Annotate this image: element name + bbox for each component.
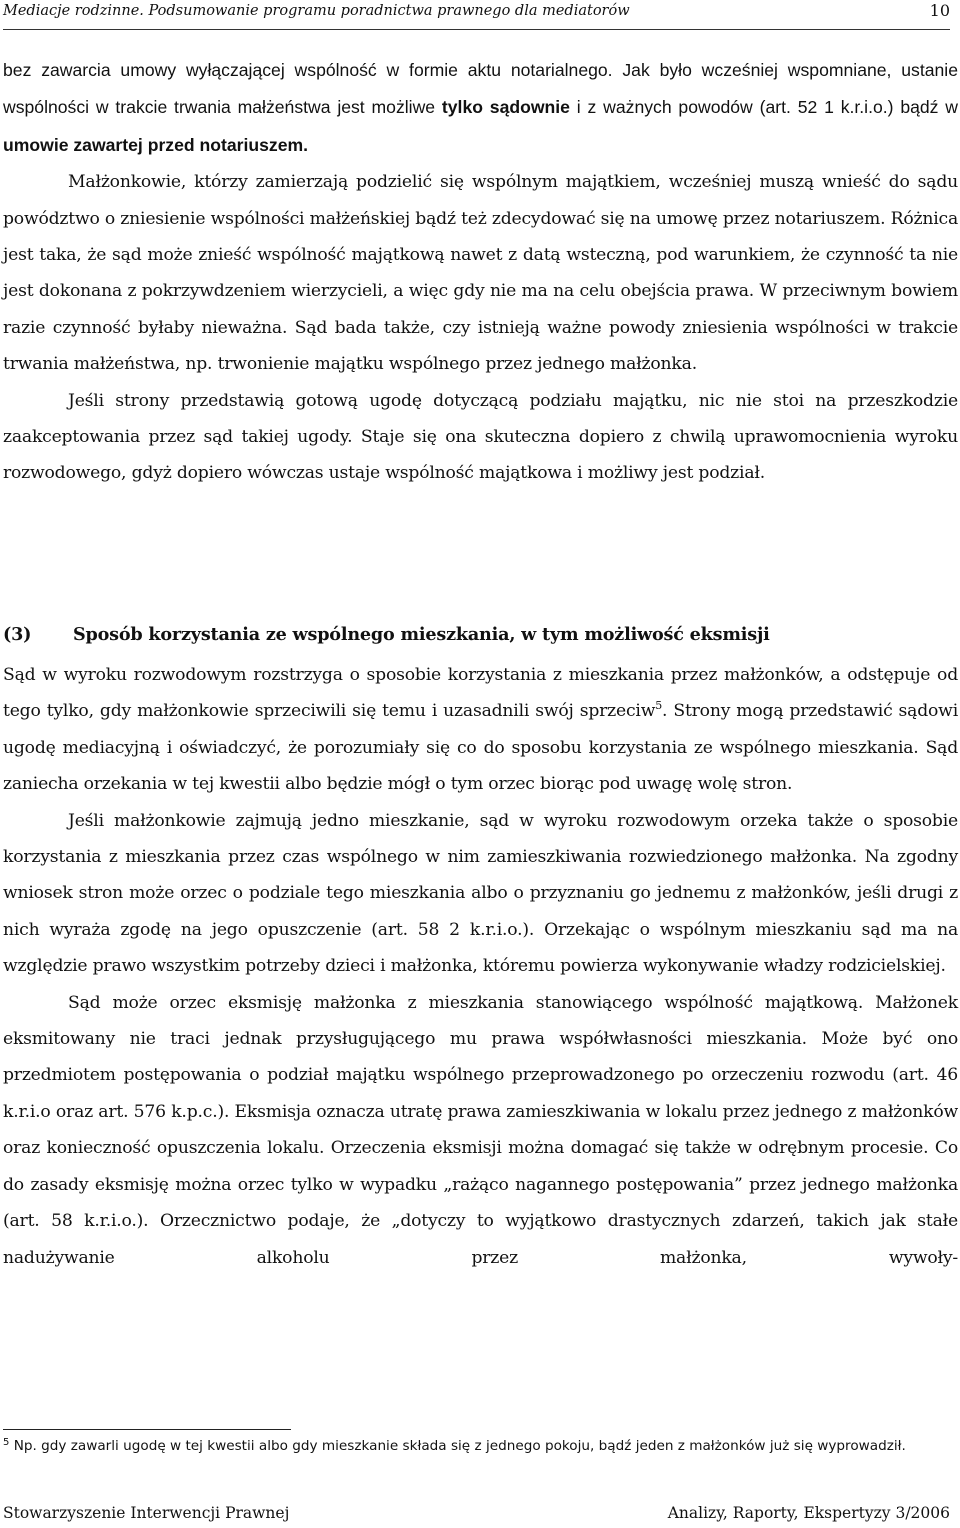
body-text-top [3, 52, 958, 492]
running-footer [3, 1500, 950, 1526]
paragraph-1 [3, 52, 958, 164]
paragraph-1-part-a: bez zawarcia umowy wyłączającej wspólność w formie aktu notarialnego. Jak było wcześniej wspomniane, ustanie wspólności w trakcie trwania małżeństwa jest możliwe [3, 60, 958, 118]
paragraph-1-emphasis-1: tylko sądownie [441, 97, 570, 118]
paragraph-4 [3, 657, 958, 803]
paragraph-1-part-c: i z ważnych powodów (art. 52 1 k.r.i.o.) bądź w [569, 97, 959, 118]
footnote-rule [3, 1429, 291, 1430]
footnote-text: Np. gdy zawarli ugodę w tej kwestii albo gdy mieszkanie składa się z jednego pokoju, bądź jeden z małżonków już się wyprowadził. [9, 1438, 906, 1454]
paragraph-4-part-b: . Strony mogą przedstawić sądowi ugodę mediacyjną i oświadczyć, że porozumiały się co do sposobu korzystania ze wspólnego mieszkania. Sąd zaniecha orzekania w tej kwestii albo będzie mógł o tym orzec biorąc pod uwagę wolę stron. [3, 701, 958, 795]
paragraph-2: Małżonkowie, którzy zamierzają podzielić się wspólnym majątkiem, wcześniej muszą wnieść do sądu powództwo o zniesienie wspólności małżeńskiej bądź też zdecydować się na umowę przez notariuszem. Różnica jest taka, że sąd może znieść wspólność majątkową nawet z datą wsteczną, pod warunkiem, że czynność ta nie jest dokonana z pokrzywdzeniem wierzycieli, a więc gdy nie ma na celu obejścia prawa. W przeciwnym bowiem razie czynność byłaby nieważna. Sąd bada także, czy istnieją ważne powody zniesienia wspólności w trakcie trwania małżeństwa, np. trwonienie majątku wspólnego przez jednego małżonka. [3, 172, 959, 375]
footer-organization: Stowarzyszenie Interwencji Prawnej [3, 1504, 290, 1522]
paragraph-6: Sąd może orzec eksmisję małżonka z mieszkania stanowiącego wspólność majątkową. Małżonek eksmitowany nie traci jednak przysługującego mu prawa współwłasności mieszkania. Może być ono przedmiotem postępowania o podział majątku wspólnego przeprowadzonego po orzeczeniu rozwodu (art. 46 k.r.i.o oraz art. 576 k.p.c.). Eksmisja oznacza utratę prawa zamieszkiwania w lokalu przez jednego z małżonków oraz konieczność opuszczenia lokalu. Orzeczenia eksmisji można domagać się także w odrębnym procesie. Co do zasady eksmisję można orzec tylko w wypadku „rażąco nagannego postępowania” przez jednego małżonka (art. 58 k.r.i.o.). Orzecznictwo podaje, że „dotyczy to wyjątkowo drastycznych zdarzeń, takich jak stałe nadużywanie alkoholu przez małżonka, wywoły- [3, 992, 958, 1268]
running-header [3, 0, 950, 22]
body-text-section [3, 657, 958, 1276]
paragraph-4-part-a: Sąd w wyroku rozwodowym rozstrzyga o sposobie korzystania z mieszkania przez małżonków, a odstępuje od tego tylko, gdy małżonkowie sprzeciwili się temu i uzasadnili swój sprzeciw [3, 665, 958, 722]
header-title: Mediacje rodzinne. Podsumowanie programu poradnictwa prawnego dla mediatorów [3, 3, 630, 19]
paragraph-1-emphasis-2: umowie zawartej przed notariuszem. [3, 134, 309, 155]
section-number: (3) [3, 624, 32, 645]
page-number: 10 [929, 1, 950, 20]
footnote-number: 5 [3, 1437, 10, 1448]
paragraph-3: Jeśli strony przedstawią gotową ugodę dotyczącą podziału majątku, nic nie stoi na przeszkodzie zaakceptowania przez sąd takiej ugody. Staje się ona skuteczna dopiero z chwilą uprawomocnienia wyroku rozwodowego, gdyż dopiero wówczas ustaje wspólność majątkowa i możliwy jest podział. [3, 390, 958, 484]
paragraph-5: Jeśli małżonkowie zajmują jedno mieszkanie, sąd w wyroku rozwodowym orzeka także o sposobie korzystania z mieszkania przez czas wspólnego w nim zamieszkiwania rozwiedzionego małżonka. Na zgodny wniosek stron może orzec o podziale tego mieszkania albo o przyznaniu go jednemu z małżonków, jeśli drugi z nich wyraża zgodę na jego opuszczenie (art. 58 2 k.r.i.o.). Orzekając o wspólnym mieszkaniu sąd ma na względzie prawo wszystkim potrzeby dzieci i małżonka, któremu powierza wykonywanie władzy rodzicielskiej. [3, 810, 958, 977]
header-rule [3, 29, 950, 30]
section-title: Sposób korzystania ze wspólnego mieszkania, w tym możliwość eksmisji [73, 624, 770, 645]
footnote-reference[interactable]: 5 [655, 699, 663, 713]
footnote [3, 1436, 958, 1456]
section-heading [3, 617, 958, 653]
footer-publication: Analizy, Raporty, Ekspertyzy 3/2006 [667, 1504, 950, 1522]
